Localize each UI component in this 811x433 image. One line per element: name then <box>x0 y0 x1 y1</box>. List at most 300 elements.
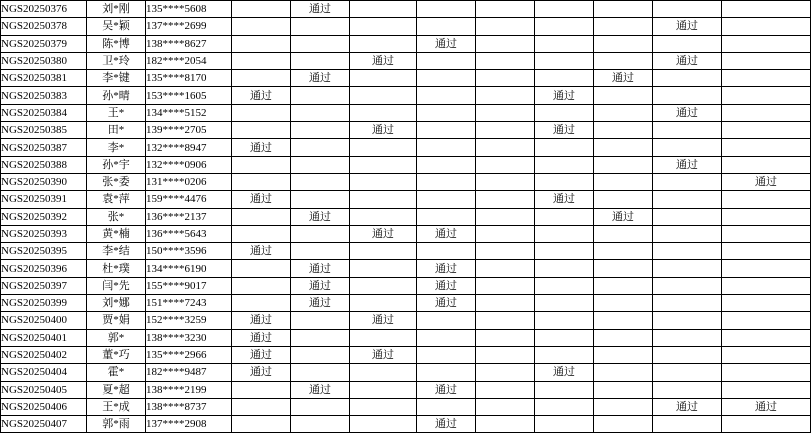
status-cell <box>232 208 291 225</box>
table-row <box>1 260 811 277</box>
status-cell <box>722 346 811 363</box>
applicant-id-cell: NGS20250402 <box>1 346 87 363</box>
status-cell: 通过 <box>535 122 594 139</box>
applicant-name-cell: 张*委 <box>87 173 146 190</box>
status-cell <box>594 18 653 35</box>
status-cell <box>232 416 291 433</box>
table-row <box>1 398 811 415</box>
status-cell <box>350 295 417 312</box>
status-cell <box>291 398 350 415</box>
applicant-id-cell: NGS20250397 <box>1 277 87 294</box>
status-cell <box>653 1 722 18</box>
status-cell <box>535 52 594 69</box>
status-cell <box>417 173 476 190</box>
status-cell <box>350 329 417 346</box>
phone-cell: 137****2699 <box>146 18 232 35</box>
status-cell <box>653 122 722 139</box>
applicant-name-cell: 董*巧 <box>87 346 146 363</box>
status-cell <box>653 243 722 260</box>
status-cell <box>722 243 811 260</box>
applicant-id-cell: NGS20250381 <box>1 70 87 87</box>
status-cell: 通过 <box>535 191 594 208</box>
phone-cell: 153****1605 <box>146 87 232 104</box>
status-cell <box>722 295 811 312</box>
status-cell: 通过 <box>291 381 350 398</box>
status-cell <box>350 277 417 294</box>
phone-cell: 182****9487 <box>146 364 232 381</box>
status-cell: 通过 <box>653 156 722 173</box>
status-cell <box>653 312 722 329</box>
table-row <box>1 156 811 173</box>
status-cell <box>535 243 594 260</box>
status-cell <box>476 295 535 312</box>
table-row <box>1 208 811 225</box>
status-cell <box>722 70 811 87</box>
applicant-id-cell: NGS20250399 <box>1 295 87 312</box>
status-cell <box>476 381 535 398</box>
status-cell <box>535 208 594 225</box>
status-cell <box>594 139 653 156</box>
table-row <box>1 416 811 433</box>
status-cell <box>653 191 722 208</box>
applicant-id-cell: NGS20250400 <box>1 312 87 329</box>
status-cell <box>722 416 811 433</box>
table-row <box>1 1 811 18</box>
phone-cell: 151****7243 <box>146 295 232 312</box>
phone-cell: 150****3596 <box>146 243 232 260</box>
phone-cell: 136****5643 <box>146 225 232 242</box>
status-cell <box>350 416 417 433</box>
status-cell <box>535 381 594 398</box>
status-cell <box>476 277 535 294</box>
status-cell <box>350 208 417 225</box>
status-cell: 通过 <box>653 104 722 121</box>
applicant-name-cell: 卫*玲 <box>87 52 146 69</box>
status-cell <box>722 122 811 139</box>
status-cell <box>653 277 722 294</box>
table-row <box>1 18 811 35</box>
status-cell: 通过 <box>350 122 417 139</box>
status-cell <box>476 87 535 104</box>
status-cell <box>476 122 535 139</box>
status-cell <box>653 329 722 346</box>
status-cell <box>722 277 811 294</box>
phone-cell: 134****6190 <box>146 260 232 277</box>
phone-cell: 134****5152 <box>146 104 232 121</box>
status-cell <box>594 295 653 312</box>
status-cell <box>594 364 653 381</box>
status-cell <box>350 243 417 260</box>
status-cell: 通过 <box>291 277 350 294</box>
status-cell: 通过 <box>722 173 811 190</box>
table-row <box>1 312 811 329</box>
phone-cell: 135****5608 <box>146 1 232 18</box>
status-cell <box>653 225 722 242</box>
status-cell <box>232 122 291 139</box>
status-cell <box>594 260 653 277</box>
status-cell <box>232 70 291 87</box>
status-cell: 通过 <box>535 364 594 381</box>
phone-cell: 131****0206 <box>146 173 232 190</box>
status-cell <box>232 225 291 242</box>
status-cell: 通过 <box>232 139 291 156</box>
status-cell <box>417 18 476 35</box>
applicant-id-cell: NGS20250378 <box>1 18 87 35</box>
status-cell: 通过 <box>291 1 350 18</box>
applicant-name-cell: 孙*宇 <box>87 156 146 173</box>
status-cell <box>291 87 350 104</box>
applicant-id-cell: NGS20250396 <box>1 260 87 277</box>
status-cell <box>232 398 291 415</box>
status-cell <box>476 18 535 35</box>
status-cell: 通过 <box>417 260 476 277</box>
status-cell <box>350 70 417 87</box>
phone-cell: 138****2199 <box>146 381 232 398</box>
status-cell <box>722 87 811 104</box>
status-cell <box>291 18 350 35</box>
status-cell <box>350 173 417 190</box>
status-cell <box>653 87 722 104</box>
applicant-id-cell: NGS20250385 <box>1 122 87 139</box>
status-cell <box>594 225 653 242</box>
status-cell: 通过 <box>417 416 476 433</box>
table-row <box>1 277 811 294</box>
status-cell <box>291 35 350 52</box>
phone-cell: 138****8627 <box>146 35 232 52</box>
status-cell <box>535 173 594 190</box>
status-cell: 通过 <box>417 35 476 52</box>
status-cell <box>722 18 811 35</box>
status-cell <box>722 156 811 173</box>
status-cell <box>291 191 350 208</box>
status-cell <box>291 156 350 173</box>
status-cell <box>291 173 350 190</box>
status-cell: 通过 <box>350 346 417 363</box>
phone-cell: 135****2966 <box>146 346 232 363</box>
status-cell <box>653 173 722 190</box>
status-cell <box>535 1 594 18</box>
status-cell <box>594 1 653 18</box>
applicant-name-cell: 李*键 <box>87 70 146 87</box>
applicant-name-cell: 张* <box>87 208 146 225</box>
status-cell <box>476 191 535 208</box>
status-cell <box>476 1 535 18</box>
status-cell: 通过 <box>350 52 417 69</box>
applicant-id-cell: NGS20250406 <box>1 398 87 415</box>
status-cell <box>350 260 417 277</box>
table-row <box>1 122 811 139</box>
status-cell <box>535 35 594 52</box>
status-cell <box>417 243 476 260</box>
status-cell <box>535 398 594 415</box>
status-cell <box>535 329 594 346</box>
status-cell <box>417 122 476 139</box>
status-cell: 通过 <box>291 208 350 225</box>
phone-cell: 132****8947 <box>146 139 232 156</box>
status-cell <box>722 225 811 242</box>
status-cell: 通过 <box>594 208 653 225</box>
status-cell <box>722 191 811 208</box>
applicant-name-cell: 郭*雨 <box>87 416 146 433</box>
status-cell: 通过 <box>291 260 350 277</box>
status-cell <box>232 381 291 398</box>
table-row <box>1 381 811 398</box>
status-cell <box>594 312 653 329</box>
table-row <box>1 329 811 346</box>
status-cell <box>476 208 535 225</box>
status-cell <box>594 277 653 294</box>
status-cell <box>594 35 653 52</box>
applicant-id-cell: NGS20250384 <box>1 104 87 121</box>
applicant-id-cell: NGS20250405 <box>1 381 87 398</box>
applicant-name-cell: 霍* <box>87 364 146 381</box>
status-cell: 通过 <box>722 398 811 415</box>
status-cell <box>535 225 594 242</box>
status-cell <box>476 346 535 363</box>
status-cell <box>417 398 476 415</box>
status-cell <box>653 381 722 398</box>
table-row <box>1 139 811 156</box>
phone-cell: 155****9017 <box>146 277 232 294</box>
status-cell <box>653 139 722 156</box>
applicant-name-cell: 王* <box>87 104 146 121</box>
applicant-name-cell: 贾*娟 <box>87 312 146 329</box>
status-cell <box>594 191 653 208</box>
status-cell <box>417 139 476 156</box>
applicant-name-cell: 郭* <box>87 329 146 346</box>
status-cell <box>350 364 417 381</box>
status-cell: 通过 <box>417 381 476 398</box>
status-cell <box>653 70 722 87</box>
status-cell <box>535 277 594 294</box>
status-cell <box>722 260 811 277</box>
status-cell: 通过 <box>535 87 594 104</box>
status-cell <box>476 398 535 415</box>
applicant-name-cell: 田* <box>87 122 146 139</box>
status-cell <box>232 104 291 121</box>
status-cell <box>417 208 476 225</box>
status-cell <box>476 70 535 87</box>
status-cell <box>476 139 535 156</box>
table-row <box>1 346 811 363</box>
status-cell <box>417 329 476 346</box>
status-cell <box>350 35 417 52</box>
status-cell <box>476 156 535 173</box>
status-cell <box>291 52 350 69</box>
status-cell <box>350 104 417 121</box>
applicant-id-cell: NGS20250391 <box>1 191 87 208</box>
applicant-name-cell: 刘*刚 <box>87 1 146 18</box>
status-cell <box>653 208 722 225</box>
status-cell: 通过 <box>417 225 476 242</box>
applicant-id-cell: NGS20250379 <box>1 35 87 52</box>
status-cell <box>291 346 350 363</box>
status-cell <box>722 208 811 225</box>
status-cell: 通过 <box>291 70 350 87</box>
status-cell: 通过 <box>232 243 291 260</box>
table-row <box>1 225 811 242</box>
phone-cell: 135****8170 <box>146 70 232 87</box>
status-cell <box>350 139 417 156</box>
table-row <box>1 104 811 121</box>
applicant-name-cell: 孙*晴 <box>87 87 146 104</box>
status-cell <box>594 416 653 433</box>
applicant-id-cell: NGS20250393 <box>1 225 87 242</box>
status-cell <box>535 156 594 173</box>
table-row <box>1 191 811 208</box>
status-cell <box>291 122 350 139</box>
status-cell <box>232 173 291 190</box>
applicant-id-cell: NGS20250404 <box>1 364 87 381</box>
phone-cell: 152****3259 <box>146 312 232 329</box>
status-cell <box>291 329 350 346</box>
status-cell <box>476 35 535 52</box>
status-cell <box>535 416 594 433</box>
status-cell <box>291 104 350 121</box>
status-cell <box>417 191 476 208</box>
status-cell: 通过 <box>232 87 291 104</box>
status-cell: 通过 <box>350 225 417 242</box>
status-cell <box>417 346 476 363</box>
status-cell: 通过 <box>232 312 291 329</box>
status-cell <box>476 104 535 121</box>
status-cell <box>535 18 594 35</box>
status-cell <box>291 364 350 381</box>
status-cell: 通过 <box>594 70 653 87</box>
status-cell <box>653 35 722 52</box>
table-row <box>1 87 811 104</box>
status-cell: 通过 <box>291 295 350 312</box>
applicant-id-cell: NGS20250407 <box>1 416 87 433</box>
status-cell <box>722 139 811 156</box>
status-cell <box>476 329 535 346</box>
applicant-name-cell: 夏*超 <box>87 381 146 398</box>
status-cell <box>653 416 722 433</box>
status-cell <box>350 1 417 18</box>
status-cell <box>476 260 535 277</box>
table-row <box>1 243 811 260</box>
status-cell <box>232 52 291 69</box>
phone-cell: 137****2908 <box>146 416 232 433</box>
status-cell <box>417 1 476 18</box>
applicant-name-cell: 杜*璞 <box>87 260 146 277</box>
status-cell <box>350 156 417 173</box>
applicant-name-cell: 李*结 <box>87 243 146 260</box>
status-cell <box>417 156 476 173</box>
phone-cell: 136****2137 <box>146 208 232 225</box>
applicant-id-cell: NGS20250401 <box>1 329 87 346</box>
phone-cell: 138****8737 <box>146 398 232 415</box>
status-cell <box>350 18 417 35</box>
status-cell <box>594 381 653 398</box>
status-cell <box>232 295 291 312</box>
applicant-name-cell: 吴*颖 <box>87 18 146 35</box>
status-cell <box>291 225 350 242</box>
status-cell <box>350 381 417 398</box>
phone-cell: 159****4476 <box>146 191 232 208</box>
status-cell <box>535 312 594 329</box>
status-cell <box>232 260 291 277</box>
status-cell <box>232 18 291 35</box>
status-cell: 通过 <box>653 52 722 69</box>
status-cell <box>476 243 535 260</box>
status-cell <box>722 104 811 121</box>
status-cell <box>594 329 653 346</box>
status-cell <box>350 191 417 208</box>
status-cell <box>476 225 535 242</box>
table-row <box>1 173 811 190</box>
table-body <box>1 1 811 433</box>
status-cell <box>535 295 594 312</box>
applicant-name-cell: 刘*娜 <box>87 295 146 312</box>
status-cell <box>535 346 594 363</box>
applicant-name-cell: 闫*先 <box>87 277 146 294</box>
status-cell <box>417 312 476 329</box>
status-cell <box>722 364 811 381</box>
applicant-id-cell: NGS20250380 <box>1 52 87 69</box>
phone-cell: 138****3230 <box>146 329 232 346</box>
status-cell <box>417 87 476 104</box>
status-cell <box>594 104 653 121</box>
table-row <box>1 295 811 312</box>
status-cell <box>653 364 722 381</box>
status-cell <box>291 243 350 260</box>
status-cell: 通过 <box>653 18 722 35</box>
applicant-id-cell: NGS20250395 <box>1 243 87 260</box>
status-cell <box>594 52 653 69</box>
table-row <box>1 35 811 52</box>
status-cell <box>594 398 653 415</box>
applicant-id-cell: NGS20250376 <box>1 1 87 18</box>
table-row <box>1 52 811 69</box>
status-cell <box>653 260 722 277</box>
status-cell: 通过 <box>232 364 291 381</box>
status-cell <box>594 173 653 190</box>
table-row <box>1 70 811 87</box>
status-cell <box>594 122 653 139</box>
status-cell <box>476 52 535 69</box>
applicant-id-cell: NGS20250388 <box>1 156 87 173</box>
status-cell <box>535 70 594 87</box>
status-cell <box>722 329 811 346</box>
status-cell: 通过 <box>417 277 476 294</box>
status-cell <box>476 364 535 381</box>
status-cell <box>417 70 476 87</box>
status-cell: 通过 <box>232 346 291 363</box>
status-cell <box>722 312 811 329</box>
status-cell <box>535 260 594 277</box>
status-cell <box>476 173 535 190</box>
status-cell: 通过 <box>232 191 291 208</box>
applicant-name-cell: 王*成 <box>87 398 146 415</box>
status-cell <box>232 277 291 294</box>
status-cell <box>291 312 350 329</box>
applicant-name-cell: 袁*萍 <box>87 191 146 208</box>
applicant-id-cell: NGS20250390 <box>1 173 87 190</box>
status-cell <box>653 295 722 312</box>
applicant-name-cell: 李* <box>87 139 146 156</box>
applicant-id-cell: NGS20250387 <box>1 139 87 156</box>
phone-cell: 182****2054 <box>146 52 232 69</box>
status-cell <box>653 346 722 363</box>
status-cell <box>594 156 653 173</box>
phone-cell: 132****0906 <box>146 156 232 173</box>
status-cell <box>417 104 476 121</box>
status-cell <box>232 156 291 173</box>
status-cell <box>350 398 417 415</box>
status-cell <box>476 416 535 433</box>
status-cell <box>722 1 811 18</box>
